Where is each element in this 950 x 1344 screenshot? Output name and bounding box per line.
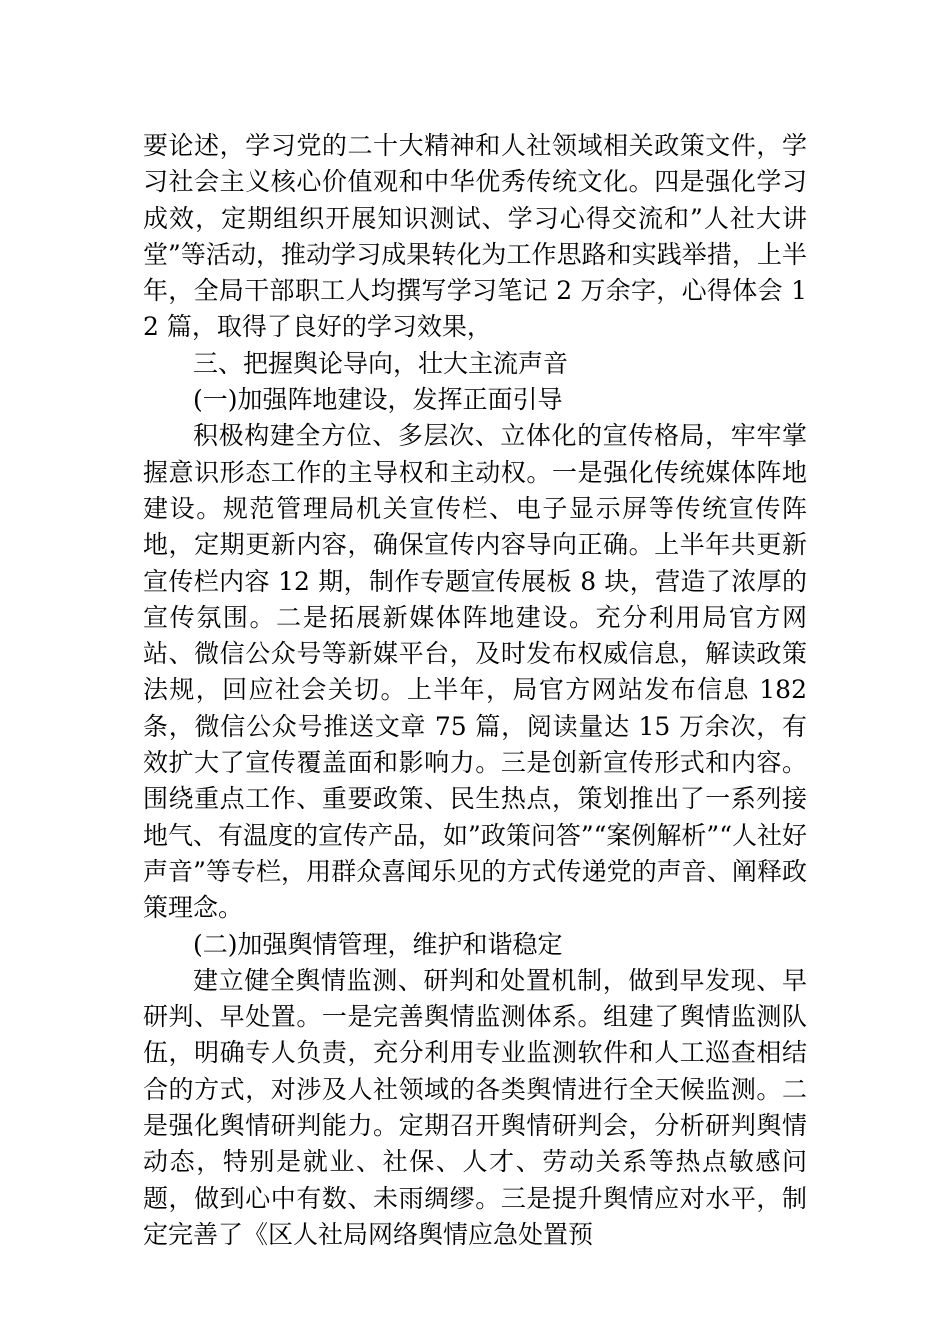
subsection-heading-position-building: (一)加强阵地建设，发挥正面引导 <box>193 385 563 415</box>
document-body <box>143 128 807 1253</box>
paragraph-opinion-management: 建立健全舆情监测、研判和处置机制，做到早发现、早研判、早处置。一是完善舆情监测体系。组建了舆情监测队伍，明确专人负责，充分利用专业监测软件和人工巡查相结合的方式，对涉及人社领域的各类舆情进行全天候监测。二是强化舆情研判能力。定期召开舆情研判会，分析研判舆情动态，特别是就业、社保、人才、劳动关系等热点敏感问题，做到心中有数、未雨绸缪。三是提升舆情应对水平，制定完善了《区人社局网络舆情应急处置预 <box>143 965 807 1249</box>
paragraph-position-building: 积极构建全方位、多层次、立体化的宣传格局，牢牢掌握意识形态工作的主导权和主动权。一是强化传统媒体阵地建设。规范管理局机关宣传栏、电子显示屏等传统宣传阵地，定期更新内容，确保宣传内容导向正确。上半年共更新宣传栏内容 12 期，制作专题宣传展板 8 块，营造了浓厚的宣传氛围。二是拓展新媒体阵地建设。充分利用局官方网站、微信公众号等新媒平台，及时发布权威信息，解读政策法规，回应社会关切。上半年，局官方网站发布信息 182 条，微信公众号推送文章 75 篇，阅读量达 15 万余次，有效扩大了宣传覆盖面和影响力。三是创新宣传形式和内容。围绕重点工作、重要政策、民生热点，策划推出了一系列接地气、有温度的宣传产品，如”政策问答”“案例解析”“人社好声音”等专栏，用群众喜闻乐见的方式传递党的声音、阐释政策理念。 <box>143 421 807 923</box>
section-heading-public-opinion: 三、把握舆论导向，壮大主流声音 <box>193 348 569 378</box>
paragraph-study-results: 要论述，学习党的二十大精神和人社领域相关政策文件，学习社会主义核心价值观和中华优秀传统文化。四是强化学习成效，定期组织开展知识测试、学习心得交流和”人社大讲堂”等活动，推动学习成果转化为工作思路和实践举措，上半年，全局干部职工人均撰写学习笔记 2 万余字，心得体会 12 篇，取得了良好的学习效果， <box>143 131 807 342</box>
subsection-heading-opinion-management: (二)加强舆情管理，维护和谐稳定 <box>193 929 563 959</box>
